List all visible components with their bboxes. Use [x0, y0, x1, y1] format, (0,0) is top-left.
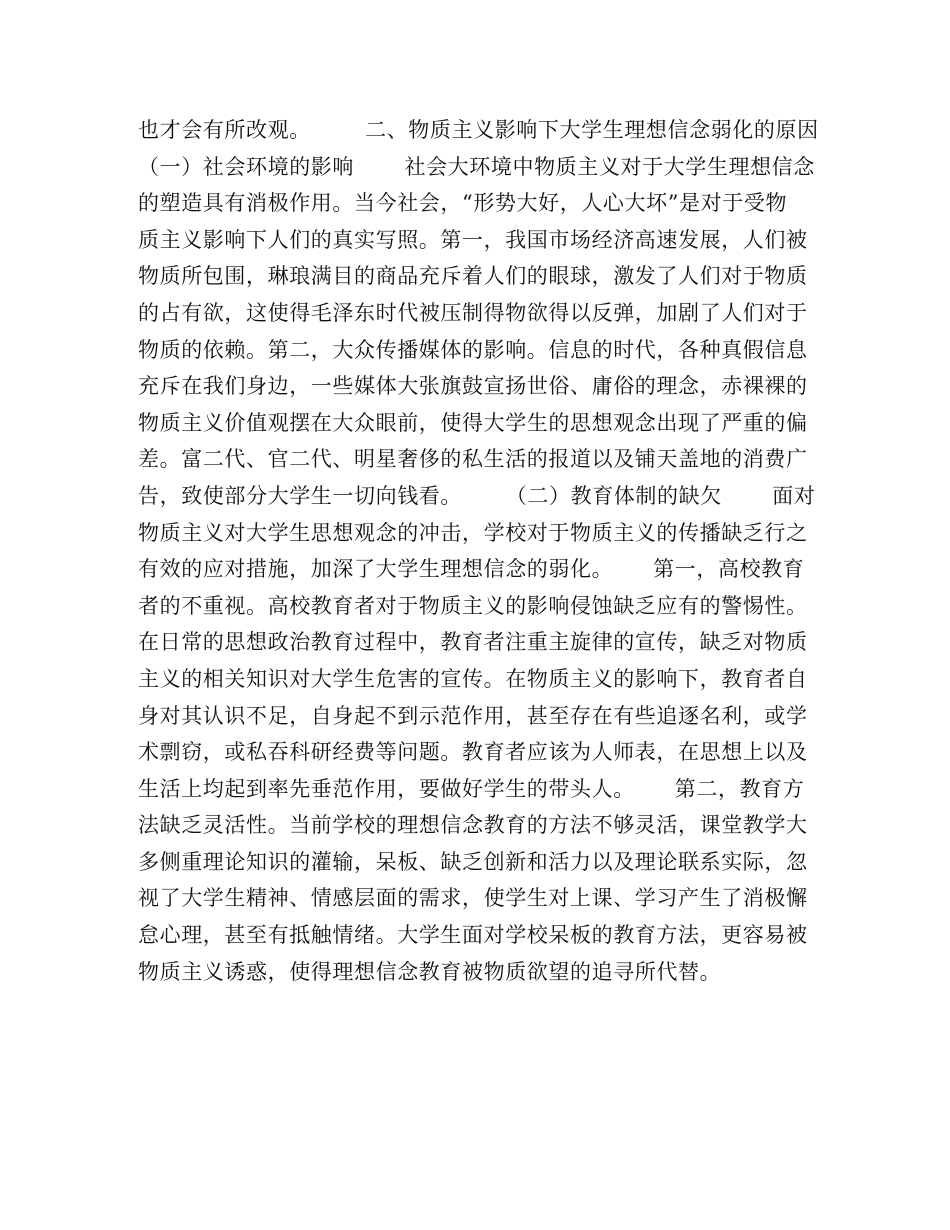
text-line: 的占有欲，这使得毛泽东时代被压制得物欲得以反弹，加剧了人们对于 [138, 300, 808, 325]
text-line: 物质主义诱惑，使得理想信念教育被物质欲望的追寻所代替。 [138, 959, 722, 984]
text-line: 生活上均起到率先垂范作用，要做好学生的带头人。 第二，教育方 [138, 776, 805, 801]
text-line: 充斥在我们身边，一些媒体大张旗鼓宣扬世俗、庸俗的理念，赤裸裸的 [138, 374, 808, 399]
text-line: 术剽窃，或私吞科研经费等问题。教育者应该为人师表，在思想上以及 [138, 740, 808, 765]
text-line: 主义的相关知识对大学生危害的宣传。在物质主义的影响下，教育者自 [138, 666, 808, 691]
text-line: 差。富二代、官二代、明星奢侈的私生活的报道以及铺天盖地的消费广 [138, 447, 808, 472]
text-line: 者的不重视。高校教育者对于物质主义的影响侵蚀缺乏应有的警惕性。 [138, 593, 808, 618]
text-line: 物质的依赖。第二，大众传播媒体的影响。信息的时代，各种真假信息 [138, 337, 808, 362]
text-line: 怠心理，甚至有抵触情绪。大学生面对学校呆板的教育方法，更容易被 [138, 923, 808, 948]
text-line: 质主义影响下人们的真实写照。第一，我国市场经济高速发展，人们被 [138, 227, 808, 252]
body-text [138, 112, 818, 990]
text-line: 物质主义价值观摆在大众眼前，使得大学生的思想观念出现了严重的偏 [138, 410, 808, 435]
text-line: 告，致使部分大学生一切向钱看。 （二）教育体制的缺欠 面对 [138, 483, 816, 508]
text-line: 物质主义对大学生思想观念的冲击，学校对于物质主义的传播缺乏行之 [138, 520, 808, 545]
text-line: 有效的应对措施，加深了大学生理想信念的弱化。 第一，高校教育 [138, 557, 805, 582]
text-line: 物质所包围，琳琅满目的商品充斥着人们的眼球，激发了人们对于物质 [138, 264, 808, 289]
text-line: （一）社会环境的影响 社会大环境中物质主义对于大学生理想信念 [138, 154, 815, 179]
text-line: 多侧重理论知识的灌输，呆板、缺乏创新和活力以及理论联系实际，忽 [138, 849, 808, 874]
text-line: 身对其认识不足，自身起不到示范作用，甚至存在有些追逐名利，或学 [138, 703, 808, 728]
text-line: 也才会有所改观。 二、物质主义影响下大学生理想信念弱化的原因 [138, 118, 819, 142]
text-line: 在日常的思想政治教育过程中，教育者注重主旋律的宣传，缺乏对物质 [138, 630, 808, 655]
text-line: 的塑造具有消极作用。当今社会，“形势大好，人心大坏”是对于受物 [138, 191, 788, 216]
text-line: 视了大学生精神、情感层面的需求，使学生对上课、学习产生了消极懈 [138, 886, 808, 911]
text-line: 法缺乏灵活性。当前学校的理想信念教育的方法不够灵活，课堂教学大 [138, 813, 808, 838]
